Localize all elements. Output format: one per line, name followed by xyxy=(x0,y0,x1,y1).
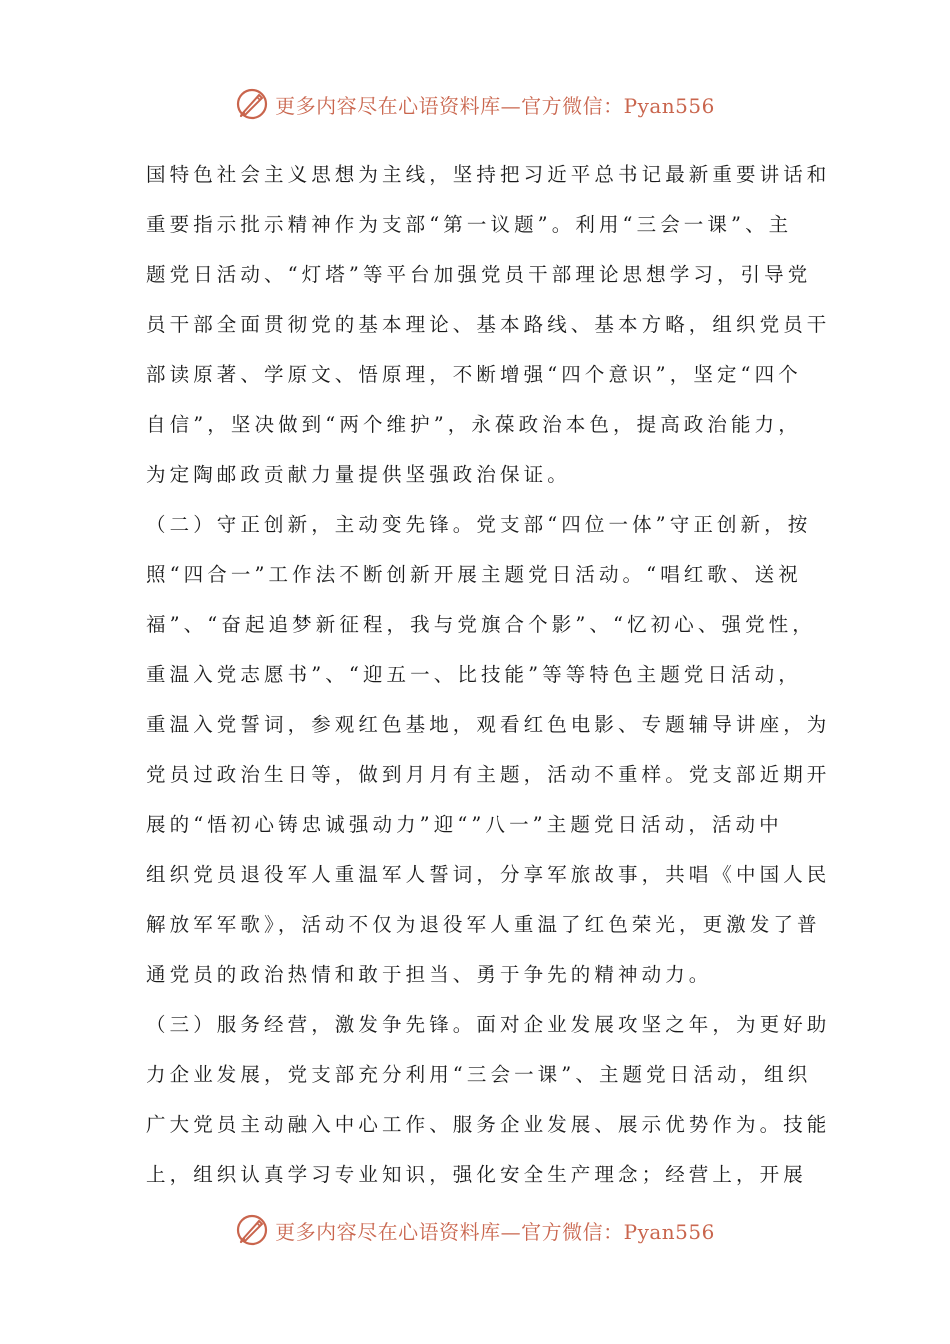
text-line: 福”、“奋起追梦新征程，我与党旗合个影”、“忆初心、强党性， xyxy=(146,613,816,636)
text-line: 党员过政治生日等，做到月月有主题，活动不重样。党支部近期开 xyxy=(146,763,831,786)
text-line: 组织党员退役军人重温军人誓词，分享军旅故事，共唱《中国人民 xyxy=(146,863,831,886)
text-line: 国特色社会主义思想为主线，坚持把习近平总书记最新重要讲话和 xyxy=(146,163,831,186)
footer-watermark xyxy=(0,1210,950,1250)
text-line: 通党员的政治热情和敢于担当、勇于争先的精神动力。 xyxy=(146,963,713,986)
watermark-text: 更多内容尽在心语资料库—官方微信：Pyan556 xyxy=(275,93,715,118)
quill-circle-icon xyxy=(235,1213,269,1247)
text-line: 上，组织认真学习专业知识，强化安全生产理念；经营上，开展 xyxy=(146,1163,807,1186)
text-line: 为定陶邮政贡献力量提供坚强政治保证。 xyxy=(146,463,571,486)
text-line: 题党日活动、“灯塔”等平台加强党员干部理论思想学习，引导党 xyxy=(146,263,812,286)
text-line: 广大党员主动融入中心工作、服务企业发展、展示优势作为。技能 xyxy=(146,1113,831,1136)
text-line: 照“四合一”工作法不断创新开展主题党日活动。“唱红歌、送祝 xyxy=(146,563,802,586)
text-line: 部读原著、学原文、悟原理，不断增强“四个意识”，坚定“四个 xyxy=(146,363,802,386)
text-line: 重温入党志愿书”、“迎五一、比技能”等等特色主题党日活动， xyxy=(146,663,802,686)
quill-circle-icon xyxy=(235,87,269,121)
text-line: 力企业发展，党支部充分利用“三会一课”、主题党日活动，组织 xyxy=(146,1063,812,1086)
watermark-text: 更多内容尽在心语资料库—官方微信：Pyan556 xyxy=(275,1219,715,1244)
document-body xyxy=(146,150,831,1200)
text-line: 展的“悟初心铸忠诚强动力”迎“”八一”主题党日活动，活动中 xyxy=(146,813,783,836)
section-heading-line: （三）服务经营，激发争先锋。面对企业发展攻坚之年，为更好助 xyxy=(146,1013,831,1036)
header-watermark xyxy=(0,84,950,124)
text-line: 重温入党誓词，参观红色基地，观看红色电影、专题辅导讲座，为 xyxy=(146,713,831,736)
text-line: 解放军军歌》，活动不仅为退役军人重温了红色荣光，更激发了普 xyxy=(146,913,821,936)
section-heading-line: （二）守正创新，主动变先锋。党支部“四位一体”守正创新，按 xyxy=(146,513,812,536)
text-line: 重要指示批示精神作为支部“第一议题”。利用“三会一课”、主 xyxy=(146,213,793,236)
text-line: 自信”，坚决做到“两个维护”，永葆政治本色，提高政治能力， xyxy=(146,413,802,436)
text-line: 员干部全面贯彻党的基本理论、基本路线、基本方略，组织党员干 xyxy=(146,313,831,336)
